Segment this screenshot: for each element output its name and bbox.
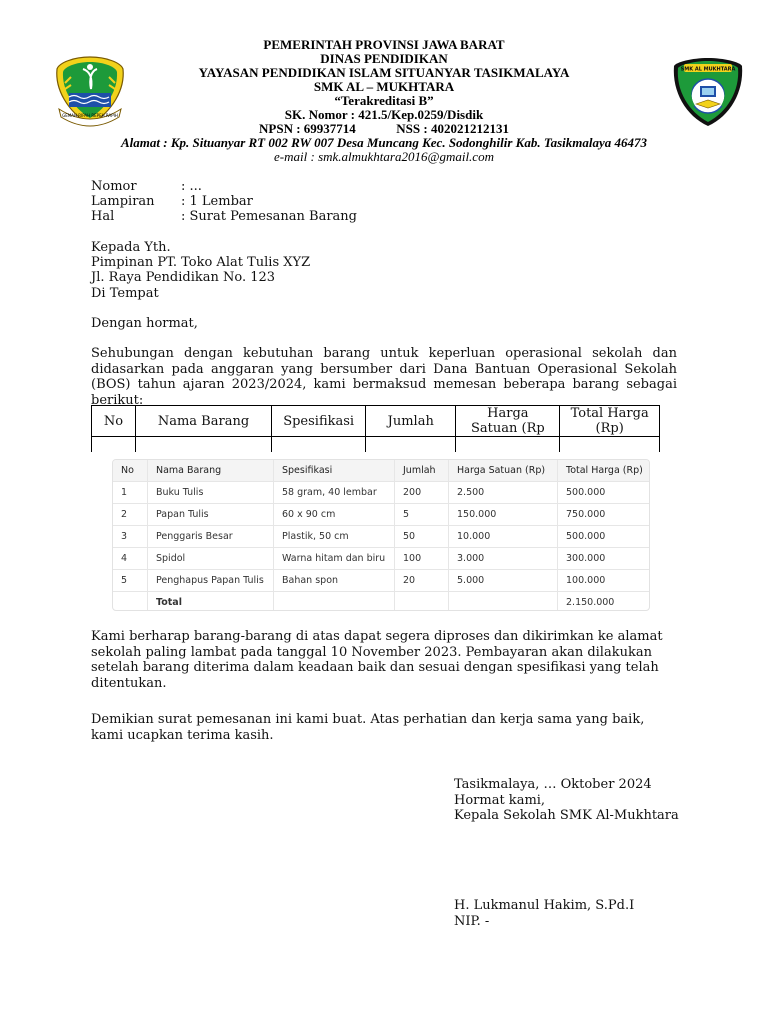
cell-spesifikasi: Warna hitam dan biru — [274, 548, 395, 570]
cell-nama-barang: Penggaris Besar — [148, 526, 274, 548]
cell-total-harga: 300.000 — [558, 548, 650, 570]
cell-harga-satuan: 150.000 — [449, 504, 558, 526]
outer-header-jumlah: Jumlah — [366, 406, 456, 437]
regards: Hormat kami, — [454, 793, 546, 808]
lampiran-label: Lampiran — [91, 194, 155, 209]
outer-empty-cell — [366, 437, 456, 452]
kop-nss: NSS : 402021212131 — [396, 121, 509, 136]
kop-address: Alamat : Kp. Situanyar RT 002 RW 007 Desa Muncang Kec. Sodonghilir Kab. Tasikmalaya 46473 — [121, 135, 647, 150]
outer-header-nama: Nama Barang — [135, 406, 271, 437]
cell-no: 5 — [113, 570, 148, 592]
outer-empty-cell — [456, 437, 560, 452]
closing-paragraph: Demikian surat pemesanan ini kami buat. Atas perhatian dan kerja sama yang baik, kami ucapkan terima kasih. — [91, 712, 645, 743]
cell-no: 4 — [113, 548, 148, 570]
cell-nama-barang: Buku Tulis — [148, 482, 274, 504]
kop-line-dinas: DINAS PENDIDIKAN — [320, 51, 448, 66]
outer-empty-cell — [135, 437, 271, 452]
table-row — [113, 548, 649, 570]
cell-harga-satuan: 5.000 — [449, 570, 558, 592]
cell-harga-satuan: 3.000 — [449, 548, 558, 570]
lampiran-value: : 1 Lembar — [181, 194, 253, 209]
kop-npsn: NPSN : 69937714 — [259, 121, 356, 136]
header-nama-barang: Nama Barang — [148, 460, 274, 482]
outer-empty-cell — [272, 437, 366, 452]
cell-jumlah: 50 — [395, 526, 449, 548]
header-no: No — [113, 460, 148, 482]
table-row — [113, 504, 649, 526]
kop-email: e-mail : smk.almukhtara2016@gmail.com — [274, 149, 494, 164]
emblem-motto: GEMAH RIPAH REPEH RAPIH — [62, 113, 118, 118]
order-table — [113, 460, 649, 611]
cell-empty — [449, 592, 558, 612]
kop-line-sk: SK. Nomor : 421.5/Kep.0259/Disdik — [284, 107, 484, 122]
header-harga-satuan: Harga Satuan (Rp) — [449, 460, 558, 482]
cell-no: 1 — [113, 482, 148, 504]
signer-position: Kepala Sekolah SMK Al-Mukhtara — [454, 808, 679, 823]
cell-no: 3 — [113, 526, 148, 548]
order-table-image — [112, 459, 650, 611]
cell-jumlah: 200 — [395, 482, 449, 504]
cell-spesifikasi: Bahan spon — [274, 570, 395, 592]
intro-paragraph: Sehubungan dengan kebutuhan barang untuk keperluan operasional sekolah dan didasarkan pada anggaran yang bersumber dari Dana Bantuan Operasional Sekolah (BOS) tahun ajaran 2023/2024, kami bermaksud memesan beberapa barang sebagai berikut: — [91, 346, 677, 408]
nomor-label: Nomor — [91, 179, 137, 194]
signer-nip: NIP. - — [454, 914, 490, 929]
cell-nama-barang: Spidol — [148, 548, 274, 570]
cell-harga-satuan: 2.500 — [449, 482, 558, 504]
cell-nama-barang: Papan Tulis — [148, 504, 274, 526]
logo-school-name: SMK AL MUKHTARA — [680, 66, 736, 73]
cell-harga-satuan: 10.000 — [449, 526, 558, 548]
total-label: Total — [148, 592, 274, 612]
cell-total-harga: 750.000 — [558, 504, 650, 526]
hal-value: : Surat Pemesanan Barang — [181, 209, 358, 224]
table-total-row — [113, 592, 649, 612]
outer-header-total: Total Harga (Rp) — [560, 406, 660, 437]
outer-empty-cell — [92, 437, 136, 452]
recipient-line-2: Pimpinan PT. Toko Alat Tulis XYZ — [91, 255, 311, 270]
header-jumlah: Jumlah — [395, 460, 449, 482]
cell-total-harga: 500.000 — [558, 526, 650, 548]
cell-empty — [274, 592, 395, 612]
body-paragraph: Kami berharap barang-barang di atas dapat segera diproses dan dikirimkan ke alamat sekolah paling lambat pada tanggal 10 November 2023. Pembayaran akan dilakukan setelah barang diterima dalam keadaan baik dan sesuai dengan spesifikasi yang telah ditentukan. — [91, 629, 663, 691]
nomor-value: : ... — [181, 179, 202, 194]
greeting: Dengan hormat, — [91, 316, 198, 331]
cell-jumlah: 100 — [395, 548, 449, 570]
header-total-harga: Total Harga (Rp) — [558, 460, 650, 482]
cell-nama-barang: Penghapus Papan Tulis — [148, 570, 274, 592]
outer-header-no: No — [92, 406, 136, 437]
kop-line-province: PEMERINTAH PROVINSI JAWA BARAT — [263, 37, 505, 52]
kop-line-yayasan: YAYASAN PENDIDIKAN ISLAM SITUANYAR TASIKMALAYA — [198, 65, 570, 80]
kop-line-accreditation: “Terakreditasi B” — [334, 93, 434, 108]
cell-no: 2 — [113, 504, 148, 526]
outer-header-spesifikasi: Spesifikasi — [272, 406, 366, 437]
outer-header-harga: Harga Satuan (Rp — [456, 406, 560, 437]
kop-line-npsn-nss — [0, 122, 768, 136]
table-row — [113, 526, 649, 548]
header-spesifikasi: Spesifikasi — [274, 460, 395, 482]
place-date: Tasikmalaya, … Oktober 2024 — [454, 777, 652, 792]
cell-jumlah: 20 — [395, 570, 449, 592]
cell-empty — [395, 592, 449, 612]
cell-total-harga: 500.000 — [558, 482, 650, 504]
cell-jumlah: 5 — [395, 504, 449, 526]
order-table-outer — [91, 405, 660, 452]
hal-label: Hal — [91, 209, 115, 224]
cell-spesifikasi: 58 gram, 40 lembar — [274, 482, 395, 504]
cell-spesifikasi: 60 x 90 cm — [274, 504, 395, 526]
cell-spesifikasi: Plastik, 50 cm — [274, 526, 395, 548]
recipient-line-1: Kepada Yth. — [91, 240, 171, 255]
table-row — [113, 570, 649, 592]
table-row — [113, 482, 649, 504]
recipient-line-4: Di Tempat — [91, 286, 159, 301]
cell-empty — [113, 592, 148, 612]
cell-total-harga: 100.000 — [558, 570, 650, 592]
total-value: 2.150.000 — [566, 597, 615, 608]
recipient-line-3: Jl. Raya Pendidikan No. 123 — [91, 270, 276, 285]
signer-name: H. Lukmanul Hakim, S.Pd.I — [454, 898, 635, 913]
outer-empty-cell — [560, 437, 660, 452]
kop-line-school: SMK AL – MUKHTARA — [313, 79, 455, 94]
